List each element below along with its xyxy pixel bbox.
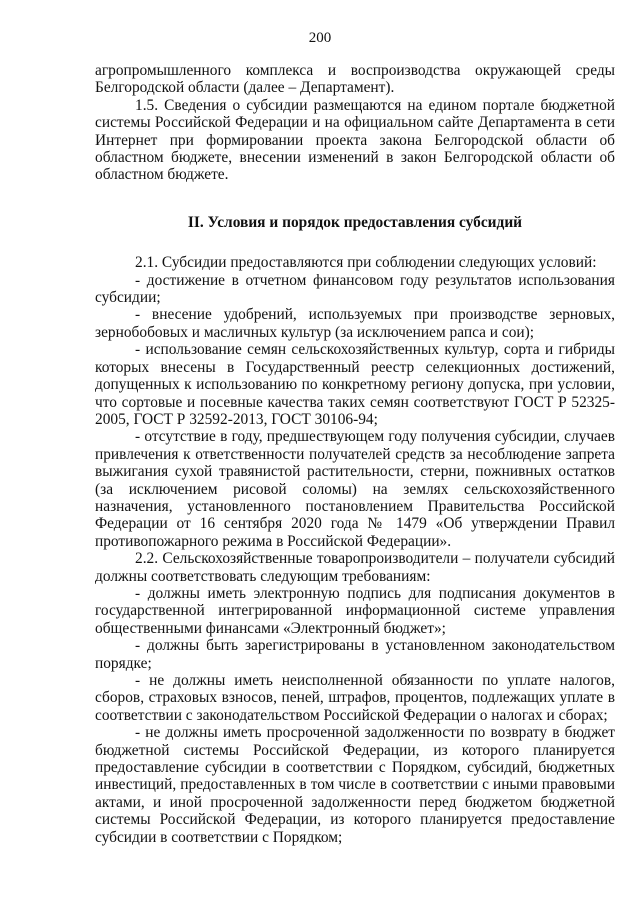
requirement-item-taxes: - не должны иметь неисполненной обязанности по уплате налогов, сборов, страховых взносов, пеней, штрафов, процентов, подлежащих уплате в соответствии с законодательством Российской Федерации о налогах и сборах; — [95, 672, 615, 724]
section-heading: II. Условия и порядок предоставления субсидий — [187, 213, 523, 231]
paragraph-continuation: агропромышленного комплекса и воспроизводства окружающей среды Белгородской области (далее – Департамент). — [95, 62, 615, 97]
requirement-item-registration: - должны быть зарегистрированы в установленном законодательством порядке; — [95, 637, 615, 672]
paragraph-2-1: 2.1. Субсидии предоставляются при соблюдении следующих условий: — [135, 254, 597, 272]
condition-item-burning: - отсутствие в году, предшествующем году получения субсидии, случаев привлечения к ответственности получателей средств за несоблюдение запрета выжигания сухой травянистой растительности, стерни, пожнивных остатков (за исключением рисовой соломы) на землях сельскохозяйственного назначения, установленного постановлением Правительства Российской Федерации от 16 сентября 2020 года № 1479 «Об утверждении Правил противопожарного режима в Российской Федерации». — [95, 428, 615, 550]
condition-item-seeds: - использование семян сельскохозяйственных культур, сорта и гибриды которых внесены в Государственный реестр селекционных достижений, допущенных к использованию по конкретному региону допуска, при условии, что сортовые и посевные качества таких семян соответствуют ГОСТ Р 52325-2005, ГОСТ Р 32592-2013, ГОСТ 30106-94; — [95, 341, 615, 428]
paragraph-2-2: 2.2. Сельскохозяйственные товаропроизводители – получатели субсидий должны соответствовать следующим требованиям: — [95, 550, 615, 585]
document-body — [95, 62, 615, 846]
requirement-item-debt: - не должны иметь просроченной задолженности по возврату в бюджет бюджетной системы Российской Федерации, из которого планируется предоставление субсидии в соответствии с Порядком, субсидий, бюджетных инвестиций, предоставленных в том числе в соответствии с иными правовыми актами, и иной просроченной задолженности перед бюджетом бюджетной системы Российской Федерации, из которого планируется предоставление субсидии в соответствии с Порядком; — [95, 724, 615, 846]
condition-item-fertilizers: - внесение удобрений, используемых при производстве зерновых, зернобобовых и масличных культур (за исключением рапса и сои); — [95, 306, 615, 341]
condition-item-results: - достижение в отчетном финансовом году результатов использования субсидии; — [95, 271, 615, 307]
requirement-item-signature: - должны иметь электронную подпись для подписания документов в государственной интегрированной информационной системе управления общественными финансами «Электронный бюджет»; — [95, 584, 615, 637]
paragraph-1-5: 1.5. Сведения о субсидии размещаются на едином портале бюджетной системы Российской Федерации и на официальном сайте Департамента в сети Интернет при формировании проекта закона Белгородской области об областном бюджете, внесении изменений в закон Белгородской области об областном бюджете. — [95, 96, 615, 184]
page-number: 200 — [308, 30, 332, 46]
